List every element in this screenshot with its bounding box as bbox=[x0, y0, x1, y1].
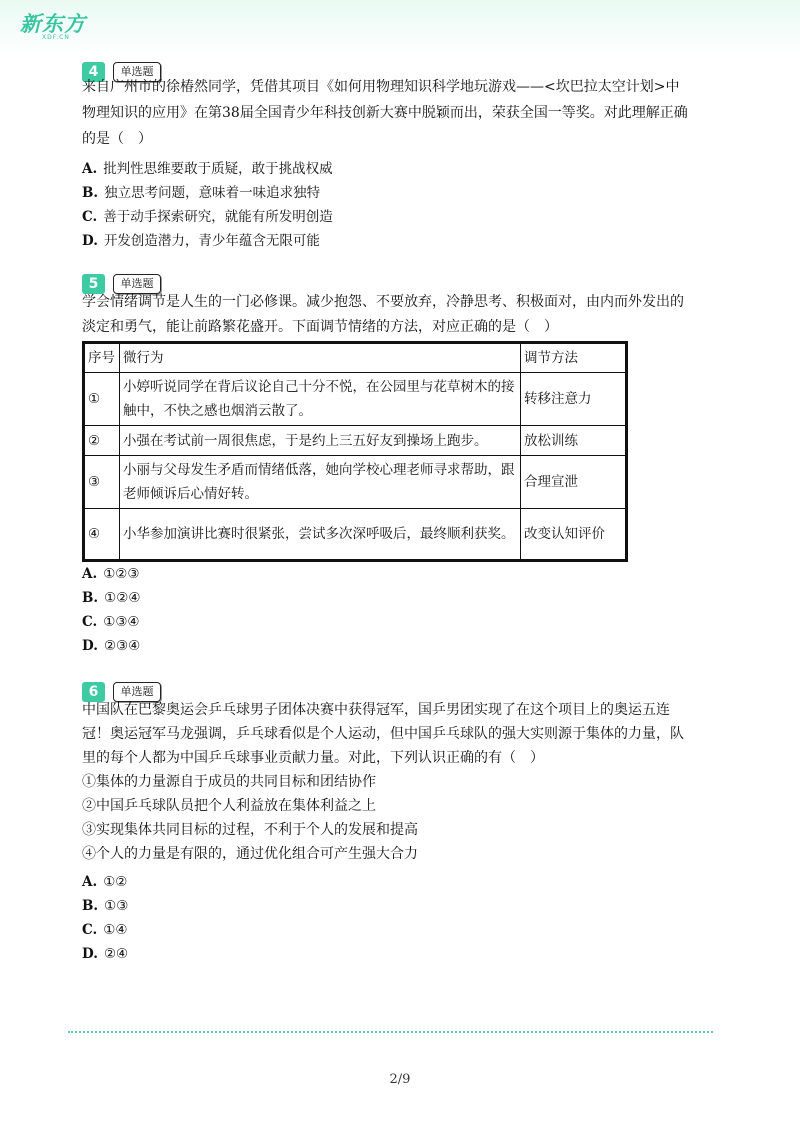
question-number-badge: 5 bbox=[82, 274, 105, 294]
option-key: D. bbox=[82, 233, 98, 249]
question-6-statement: ①集体的力量源自于成员的共同目标和团结协作 bbox=[82, 774, 376, 790]
option-text: 开发创造潜力，青少年蕴含无限可能 bbox=[103, 233, 320, 249]
row-behavior: 小丽与父母发生矛盾而情绪低落，她向学校心理老师寻求帮助，跟老师倾诉后心情好转。 bbox=[120, 456, 521, 509]
question-type-tag: 单选题 bbox=[113, 62, 161, 82]
option-text: ①③ bbox=[104, 898, 129, 914]
option-key: D. bbox=[82, 946, 98, 962]
option-key: B. bbox=[82, 185, 99, 201]
table-row bbox=[84, 426, 627, 456]
question-6-stem-line: 里的每个人都为中国乒乓球事业贡献力量。对此，下列认识正确的有（ ） bbox=[82, 750, 544, 766]
option-c[interactable] bbox=[82, 614, 140, 630]
option-key: B. bbox=[82, 590, 99, 606]
option-text: ①③④ bbox=[103, 614, 140, 630]
option-key: C. bbox=[82, 922, 98, 938]
option-text: ①② bbox=[103, 874, 128, 890]
option-a[interactable] bbox=[82, 157, 333, 177]
table-header-row bbox=[84, 343, 627, 373]
option-key: B. bbox=[82, 898, 99, 914]
option-key: C. bbox=[82, 614, 98, 630]
header-band bbox=[0, 0, 800, 58]
row-behavior: 小婷听说同学在背后议论自己十分不悦，在公园里与花草树木的接触中，不快之感也烟消云散了。 bbox=[120, 373, 521, 426]
question-5-stem-line: 学会情绪调节是人生的一门必修课。减少抱怨、不要放弃，冷静思考、积极面对，由内而外发出的 bbox=[82, 294, 684, 310]
row-behavior: 小强在考试前一周很焦虑，于是约上三五好友到操场上跑步。 bbox=[120, 426, 521, 456]
option-b[interactable] bbox=[82, 181, 320, 201]
page-number: 2/9 bbox=[389, 1072, 411, 1087]
question-type-tag: 单选题 bbox=[113, 682, 161, 702]
option-key: C. bbox=[82, 209, 98, 225]
question-5-stem-line: 淡定和勇气，能让前路繁花盛开。下面调节情绪的方法，对应正确的是（ ） bbox=[82, 319, 558, 335]
option-d[interactable] bbox=[82, 946, 128, 962]
option-a[interactable] bbox=[82, 566, 140, 582]
emotion-regulation-table bbox=[82, 341, 628, 562]
row-number: ① bbox=[84, 373, 120, 426]
option-text: 善于动手探索研究，就能有所发明创造 bbox=[103, 209, 333, 225]
logo-text: 新东方 bbox=[20, 12, 86, 36]
row-number: ③ bbox=[84, 456, 120, 509]
question-6-stem-line: 冠！奥运冠军马龙强调，乒乓球看似是个人运动，但中国乒乓球队的强大实则源于集体的力量，队 bbox=[82, 726, 684, 742]
option-text: ①④ bbox=[103, 922, 128, 938]
table-header-cell: 序号 bbox=[84, 343, 120, 373]
question-4-stem-line: 来自广州市的徐椿然同学，凭借其项目《如何用物理知识科学地玩游戏——<坎巴拉太空计划>中 bbox=[82, 79, 680, 95]
question-6-statement: ③实现集体共同目标的过程，不利于个人的发展和提高 bbox=[82, 822, 418, 838]
table-header-cell: 调节方法 bbox=[521, 343, 627, 373]
question-type-tag: 单选题 bbox=[113, 274, 161, 294]
option-c[interactable] bbox=[82, 205, 333, 225]
table-row bbox=[84, 373, 627, 426]
row-method: 改变认知评价 bbox=[521, 509, 627, 561]
option-key: A. bbox=[82, 161, 98, 177]
logo-subtext: XDF.CN bbox=[42, 34, 70, 41]
option-text: 独立思考问题，意味着一味追求独特 bbox=[104, 185, 321, 201]
option-b[interactable] bbox=[82, 898, 128, 914]
option-b[interactable] bbox=[82, 590, 140, 606]
footer-divider bbox=[68, 1031, 713, 1033]
option-d[interactable] bbox=[82, 229, 320, 249]
row-method: 转移注意力 bbox=[521, 373, 627, 426]
option-text: ②④ bbox=[103, 946, 129, 962]
question-4-stem-line: 物理知识的应用》在第38届全国青少年科技创新大赛中脱颖而出，荣获全国一等奖。对此理解正确 bbox=[82, 105, 688, 121]
question-6-statement: ②中国乒乓球队员把个人利益放在集体利益之上 bbox=[82, 798, 376, 814]
option-key: D. bbox=[82, 638, 98, 654]
option-text: 批判性思维要敢于质疑，敢于挑战权威 bbox=[103, 161, 333, 177]
question-6-statement: ④个人的力量是有限的，通过优化组合可产生强大合力 bbox=[82, 846, 418, 862]
question-6-stem-line: 中国队在巴黎奥运会乒乓球男子团体决赛中获得冠军，国乒男团实现了在这个项目上的奥运五连 bbox=[82, 702, 670, 718]
option-key: A. bbox=[82, 566, 98, 582]
option-key: A. bbox=[82, 874, 98, 890]
row-method: 合理宣泄 bbox=[521, 456, 627, 509]
option-d[interactable] bbox=[82, 638, 140, 654]
row-behavior: 小华参加演讲比赛时很紧张，尝试多次深呼吸后，最终顺利获奖。 bbox=[120, 509, 521, 561]
option-text: ②③④ bbox=[103, 638, 141, 654]
table-header-cell: 微行为 bbox=[120, 343, 521, 373]
row-number: ② bbox=[84, 426, 120, 456]
option-c[interactable] bbox=[82, 922, 127, 938]
row-number: ④ bbox=[84, 509, 120, 561]
row-method: 放松训练 bbox=[521, 426, 627, 456]
question-number-badge: 4 bbox=[82, 62, 105, 82]
table-row bbox=[84, 509, 627, 561]
option-text: ①②③ bbox=[103, 566, 140, 582]
option-text: ①②④ bbox=[104, 590, 141, 606]
table-row bbox=[84, 456, 627, 509]
question-4-stem-line: 的是（ ） bbox=[82, 131, 152, 147]
question-number-badge: 6 bbox=[82, 682, 105, 702]
xdf-logo bbox=[20, 8, 90, 42]
option-a[interactable] bbox=[82, 874, 127, 890]
